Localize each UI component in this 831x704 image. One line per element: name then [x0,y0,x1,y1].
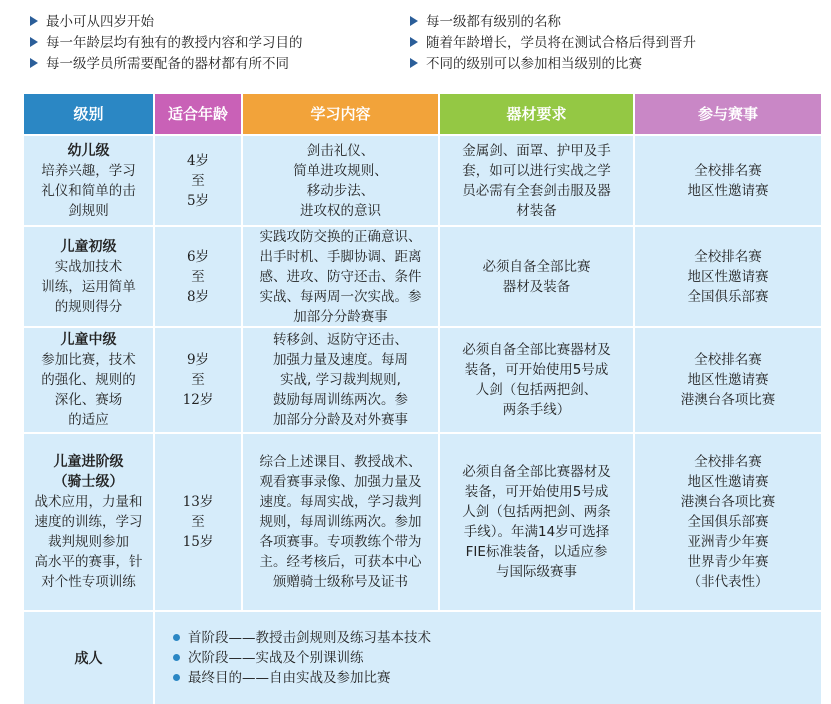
triangle-bullet-icon [30,37,38,47]
age-cell: 13岁 至 15岁 [155,434,241,610]
competition-cell: 全校排名赛 地区性邀请赛 [635,136,821,225]
intro-bullet: 每一级学员所需要配备的器材都有所不同 [30,54,303,75]
intro-bullet: 每一年龄层均有独有的教授内容和学习目的 [30,33,303,54]
dot-bullet-icon [173,674,180,681]
triangle-bullet-icon [410,37,418,47]
intro-bullet: 每一级都有级别的名称 [410,12,696,33]
content-cell: 剑击礼仪、 简单进攻规则、 移动步法、 进攻权的意识 [243,136,438,225]
equipment-cell: 金属剑、面罩、护甲及手 套，如可以进行实战之学 员必需有全套剑击服及器 材装备 [440,136,633,225]
intro-bullets [0,12,831,78]
level-description: 战术应用，力量和 速度的训练，学习 裁判规则参加 高水平的赛事，针 对个性专项训练 [34,494,143,590]
intro-bullet: 不同的级别可以参加相当级别的比赛 [410,54,696,75]
row-level-cell [24,227,153,326]
level-title: 儿童进阶级 （骑士级） [53,454,124,490]
dot-bullet-icon [173,634,180,641]
header-age: 适合年龄 [155,94,241,134]
intro-bullet: 随着年龄增长，学员将在测试合格后得到晋升 [410,33,696,54]
row-level-cell [24,434,153,610]
content-cell: 实践攻防交换的正确意识、 出手时机、手脚协调、距离 感、进攻、防守还击、条件 实战、每两周一次实战。参 加部分分龄赛事 [243,227,438,326]
level-description: 参加比赛，技术 的强化、规则的 深化、赛场 的适应 [41,352,136,428]
age-cell: 9岁 至 12岁 [155,328,241,432]
adult-stages-cell [155,612,821,704]
adult-stage-item: 次阶段——实战及个别课训练 [173,648,821,668]
equipment-cell: 必须自备全部比赛器材及 装备，可开始使用5号成 人剑（包括两把剑、两条 手线）。年满14岁可选择 FIE标准装备，以适应参 与国际级赛事 [440,434,633,610]
adult-stage-item: 最终目的——自由实战及参加比赛 [173,668,821,688]
row-level-cell [24,136,153,225]
header-competition: 参与赛事 [635,94,821,134]
level-title: 儿童中级 [60,332,117,348]
triangle-bullet-icon [30,16,38,26]
header-equipment: 器材要求 [440,94,633,134]
intro-left-column [30,12,303,75]
intro-bullet: 最小可从四岁开始 [30,12,303,33]
triangle-bullet-icon [410,58,418,68]
adult-level-cell: 成人 [24,612,153,704]
triangle-bullet-icon [30,58,38,68]
competition-cell: 全校排名赛 地区性邀请赛 港澳台各项比赛 [635,328,821,432]
competition-cell: 全校排名赛 地区性邀请赛 全国俱乐部赛 [635,227,821,326]
content-cell: 转移剑、返防守还击、 加强力量及速度。每周 实战, 学习裁判规则, 鼓励每周训练两次。参 加部分分龄及对外赛事 [243,328,438,432]
adult-stage-item: 首阶段——教授击剑规则及练习基本技术 [173,628,821,648]
content-cell: 综合上述课目、教授战术、 观看赛事录像、加强力量及 速度。每周实战，学习裁判 规则，每周训练两次。参加 各项赛事。专项教练个带为 主。经考核后，可获本中心 颁赠骑士级称号及证书 [243,434,438,610]
row-level-cell [24,328,153,432]
competition-cell: 全校排名赛 地区性邀请赛 港澳台各项比赛 全国俱乐部赛 亚洲青少年赛 世界青少年赛 （非代表性） [635,434,821,610]
level-title: 幼儿级 [67,142,110,159]
intro-right-column [410,12,696,75]
header-level: 级别 [24,94,153,134]
equipment-cell: 必须自备全部比赛器材及 装备，可开始使用5号成 人剑（包括两把剑、 两条手线） [440,328,633,432]
triangle-bullet-icon [410,16,418,26]
equipment-cell: 必须自备全部比赛 器材及装备 [440,227,633,326]
dot-bullet-icon [173,654,180,661]
level-title: 儿童初级 [60,238,117,255]
level-description: 实战加技术 训练，运用简单 的规则得分 [41,258,136,315]
age-cell: 4岁 至 5岁 [155,136,241,225]
age-cell: 6岁 至 8岁 [155,227,241,326]
header-content: 学习内容 [243,94,438,134]
level-description: 培养兴趣，学习 礼仪和简单的击 剑规则 [41,162,136,219]
